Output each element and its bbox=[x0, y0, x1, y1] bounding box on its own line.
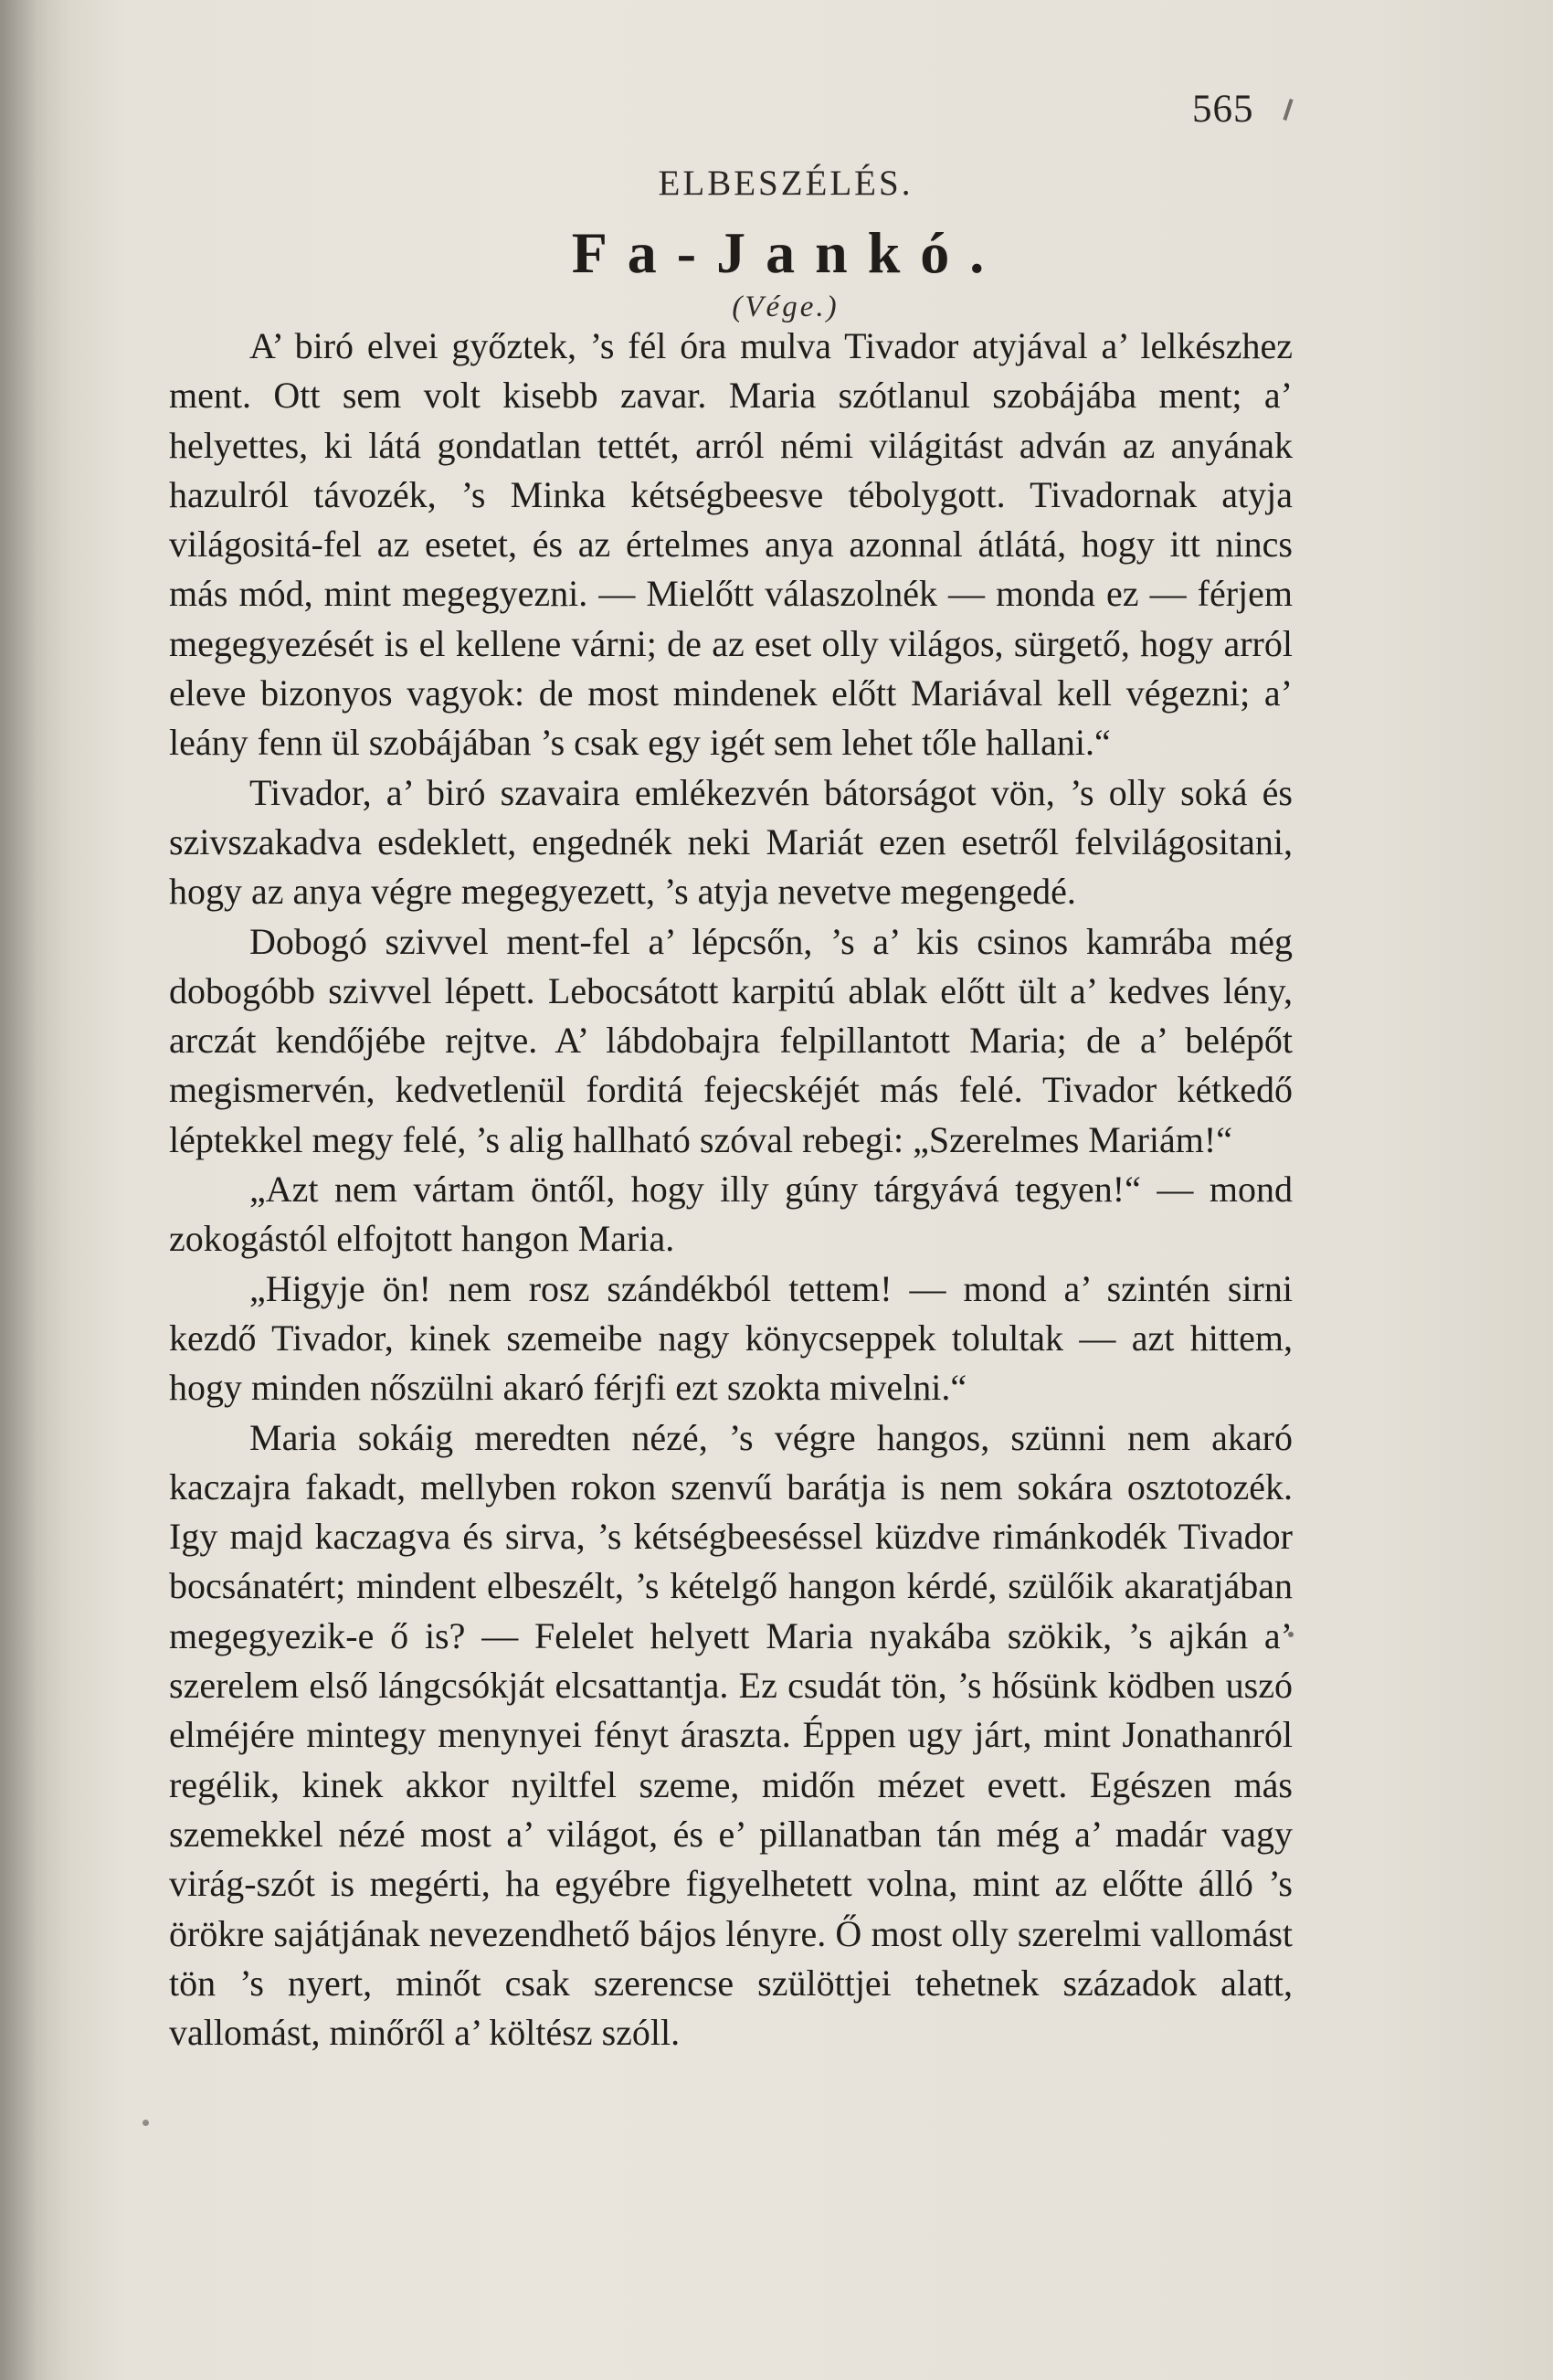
paragraph: Tivador, a’ biró szavaira emlékezvén bátorságot vön, ’s olly soká és szivszakadva esdeklett, engednék neki Mariát ezen esetről felvilágositani, hogy az anya végre megegyezett, ’s atyja nevetve megengedé. bbox=[169, 771, 1293, 913]
paragraph: „Azt nem vártam öntől, hogy illy gúny tárgyává tegyen!“ — mond zokogástól elfojtott hangon Maria. bbox=[169, 1169, 1293, 1260]
ink-mark bbox=[143, 2120, 149, 2126]
section-title: ELBESZÉLÉS. bbox=[658, 164, 914, 203]
story-subtitle: (Vége.) bbox=[732, 291, 840, 323]
paragraph: A’ biró elvei győztek, ’s fél óra mulva Tivador atyjával a’ lelkészhez ment. Ott sem volt kisebb zavar. Maria szótlanul szobájába ment; a’ helyettes, ki látá gondatlan tettét, arról némi világitást adván az anyának hazulról távozék, ’s Minka kétségbeesve tébolygott. Tivadornak atyja világositá-fel az esetet, és az értelmes anya azonnal átlátá, hogy itt nincs más mód, mint megegyezni. — Mielőtt válaszolnék — monda ez — férjem megegyezését is el kellene várni; de az eset olly világos, sürgető, hogy arról eleve bizonyos vagyok: de most mindenek előtt Mariával kell végezni; a’ leány fenn ül szobájában ’s csak egy igét sem lehet tőle hallani.“ bbox=[169, 325, 1293, 764]
binding-shadow bbox=[0, 0, 71, 2380]
ink-mark bbox=[1283, 99, 1293, 121]
paragraph: „Higyje ön! nem rosz szándékból tettem! — mond a’ szintén sirni kezdő Tivador, kinek szemeibe nagy könycseppek tolultak — azt hittem, hogy minden nőszülni akaró férjfi ezt szokta mivelni.“ bbox=[169, 1267, 1293, 1409]
paragraph: Maria sokáig meredten nézé, ’s végre hangos, szünni nem akaró kaczajra fakadt, mellyben rokon szenvű barátja is nem sokára osztotozék. Igy majd kaczagva és sirva, ’s kétségbeeséssel küzdve rimánkodék Tivador bocsánatért; mindent elbeszélt, ’s kételgő hangon kérdé, szülőik akaratjában megegyezik-e ő is? — Felelet helyett Maria nyakába szökik, ’s ajkán a’ szerelem első lángcsókját elcsattantja. Ez csudát tön, ’s hősünk ködben uszó elméjére mintegy menynyei fényt áraszta. Éppen ugy járt, mint Jonathanról regélik, kinek akkor nyiltfel szeme, midőn mézet evett. Egészen más szemekkel nézé most a’ világot, és e’ pillanatban tán még a’ madár vagy virág-szót is megérti, ha egyébre figyelhetett volna, mint az előtte álló ’s örökre sajátjának nevezendhető bájos lényre. Ő most olly szerelmi vallomást tön ’s nyert, minőt csak szerencse szülöttjei tehetnek századok alatt, vallomást, minőről a’ költész szóll. bbox=[169, 1416, 1293, 2054]
paragraph: Dobogó szivvel ment-fel a’ lépcsőn, ’s a’ kis csinos kamrába még dobogóbb szivvel lépett. Lebocsátott karpitú ablak előtt ült a’ kedves lény, arczát kendőjébe rejtve. A’ lábdobajra felpillantott Maria; de a’ belépőt megismervén, kedvetlenül forditá fejecskéjét más felé. Tivador kétkedő léptekkel megy felé, ’s alig hallható szóval rebegi: „Szerelmes Mariám!“ bbox=[169, 920, 1293, 1160]
story-title: Fa-Jankó. bbox=[571, 220, 1005, 285]
story-text bbox=[169, 322, 1293, 2057]
page-number: 565 bbox=[1192, 88, 1254, 131]
